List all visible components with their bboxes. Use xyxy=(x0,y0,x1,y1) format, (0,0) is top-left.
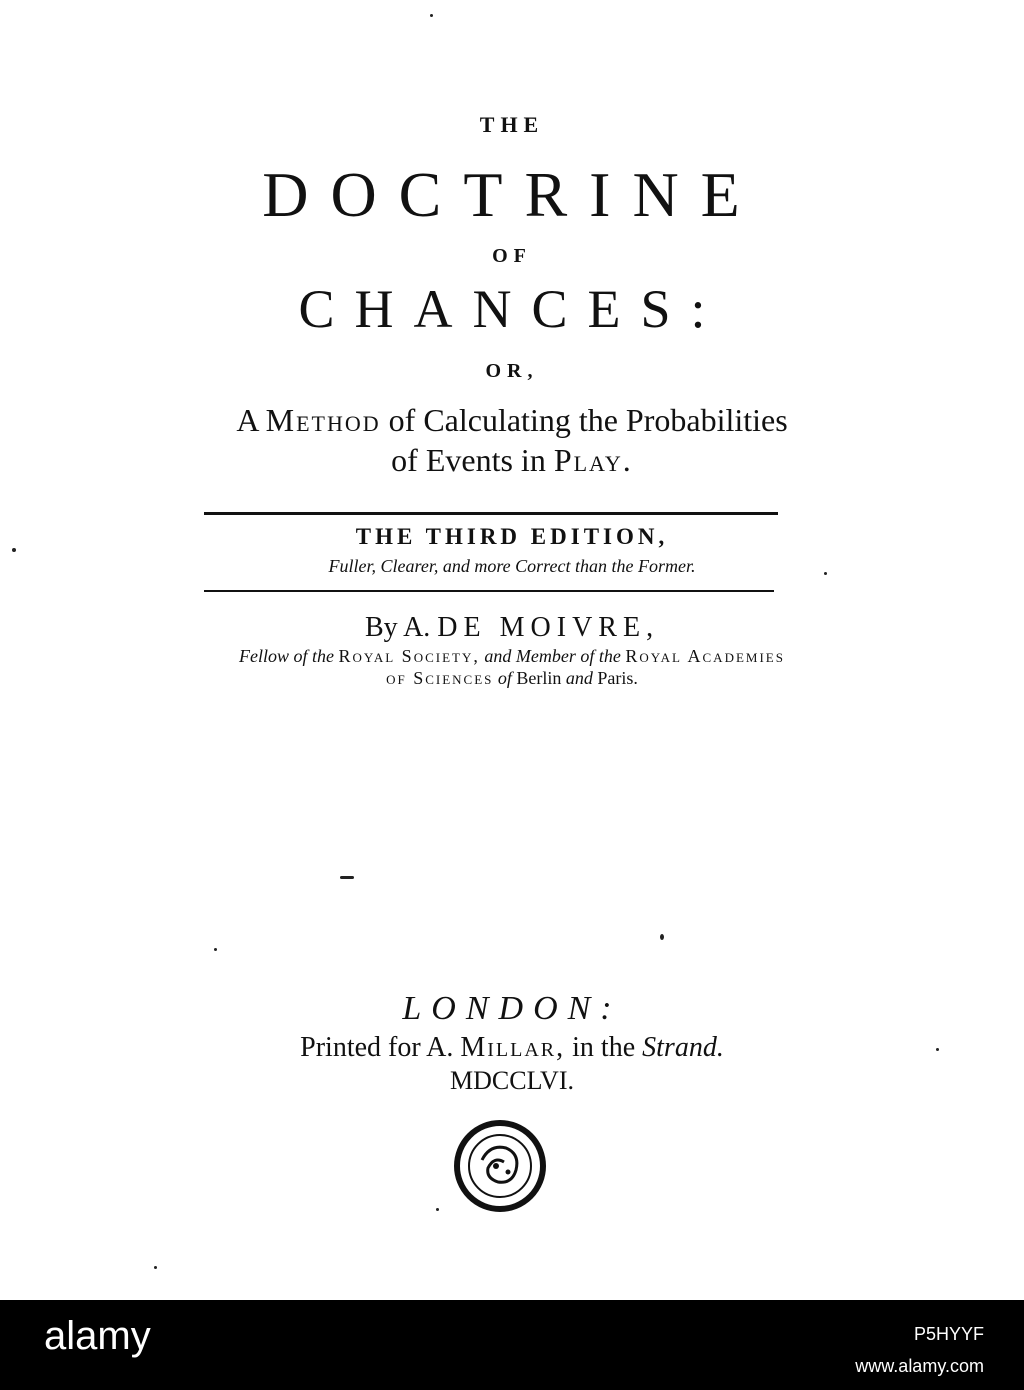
speck xyxy=(660,934,664,940)
stamp-emblem-icon xyxy=(460,1126,540,1206)
title-the: THE xyxy=(479,112,545,137)
library-stamp xyxy=(454,1120,546,1212)
affiliation-line-1 xyxy=(0,646,1024,667)
edition-note: Fuller, Clearer, and more Correct than the Former. xyxy=(328,556,696,576)
subtitle-play: Play. xyxy=(553,442,633,478)
speck xyxy=(154,1266,157,1269)
speck xyxy=(340,876,354,879)
imprint-millar: Millar, xyxy=(460,1032,566,1063)
subtitle-line-1 xyxy=(0,402,1024,439)
site-url: www.alamy.com xyxy=(855,1356,984,1376)
title-chances: CHANCES: xyxy=(298,279,726,339)
imprint-city: LONDON: xyxy=(402,990,622,1027)
affil-paris: Paris. xyxy=(597,668,638,688)
speck xyxy=(12,548,16,552)
author-by: By A. xyxy=(364,612,431,643)
title-or: OR, xyxy=(485,360,539,382)
affil-berlin: Berlin xyxy=(516,668,562,688)
imprint-strand: Strand. xyxy=(642,1032,724,1063)
subtitle-line-2 xyxy=(0,442,1024,479)
edition: THE THIRD EDITION, xyxy=(355,524,669,549)
affil-of: of xyxy=(497,668,512,688)
affiliation-line-2 xyxy=(0,668,1024,689)
speck xyxy=(436,1208,439,1211)
affil-royal-academies: Royal Academies xyxy=(625,646,785,666)
title-doctrine: DOCTRINE xyxy=(262,159,762,230)
title-of: OF xyxy=(492,245,532,267)
image-id: P5HYYF xyxy=(913,1324,984,1344)
affil-fellow: Fellow of the xyxy=(239,646,335,666)
speck xyxy=(936,1048,939,1051)
affil-and: and xyxy=(565,668,593,688)
subtitle-a: A xyxy=(236,402,258,438)
speck xyxy=(430,14,433,17)
imprint-in-the: in the xyxy=(572,1032,636,1063)
subtitle-method: Method xyxy=(265,402,381,438)
bottom-rule xyxy=(204,590,774,592)
imprint-printed xyxy=(0,1032,1024,1064)
subtitle-events: of Events in xyxy=(391,442,546,478)
affil-royal-society: Royal Society, xyxy=(338,646,480,666)
watermark-footer xyxy=(0,1300,1024,1390)
alamy-logo: alamy xyxy=(44,1314,151,1358)
author-line xyxy=(0,612,1024,644)
imprint-year: MDCCLVI. xyxy=(449,1066,574,1095)
top-rule xyxy=(204,512,778,515)
author-name: DE MOIVRE, xyxy=(437,612,660,643)
subtitle-rest: of Calculating the Probabilities xyxy=(388,402,788,438)
speck xyxy=(214,948,217,951)
affil-member: and Member of the xyxy=(484,646,621,666)
imprint-printed-for: Printed for A. xyxy=(300,1032,454,1063)
speck xyxy=(824,572,827,575)
affil-sciences: of Sciences xyxy=(386,668,494,688)
